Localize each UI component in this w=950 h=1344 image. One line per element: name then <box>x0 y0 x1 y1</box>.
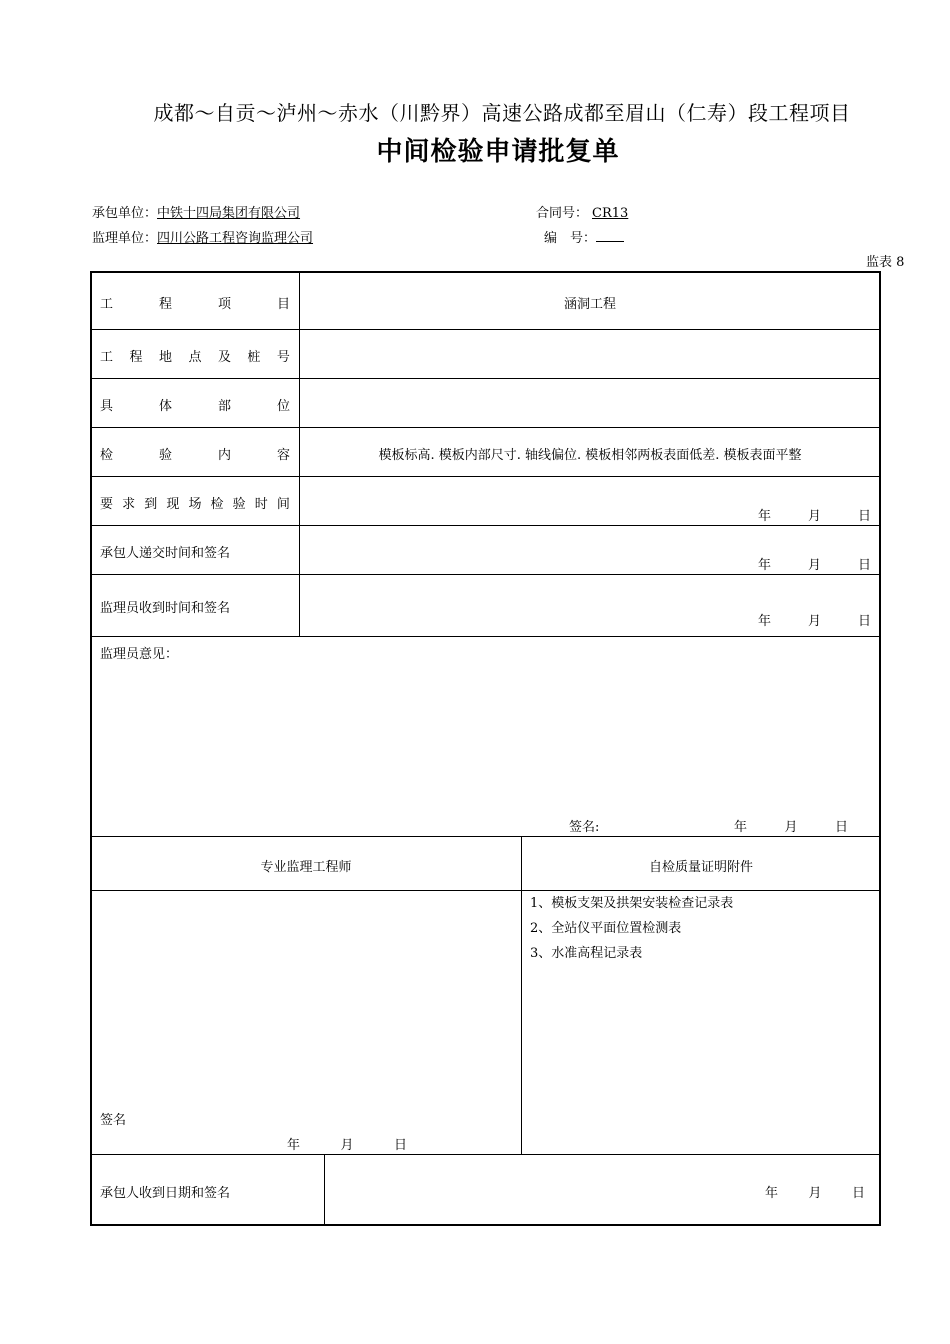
supervisor-value: 四川公路工程咨询监理公司 <box>157 231 314 246</box>
row-divider <box>91 476 880 477</box>
part-label <box>100 395 290 414</box>
month-label: 月 <box>808 1186 822 1201</box>
engineer-date <box>287 1134 407 1153</box>
contract-no-value: CR13 <box>592 206 629 221</box>
label-char: 检 <box>210 497 224 512</box>
received-label: 监理员收到时间和签名 <box>100 601 231 616</box>
day-label: 日 <box>851 1186 865 1201</box>
opinion-sign-label: 签名: <box>569 820 600 835</box>
label-char: 地 <box>158 350 172 365</box>
label-char: 内 <box>217 448 231 463</box>
submit-date <box>758 554 871 573</box>
label-char: 验 <box>158 448 172 463</box>
project-item-label <box>100 293 290 312</box>
row-divider <box>91 890 880 891</box>
contract-no-label: 合同号： <box>536 206 589 221</box>
project-title: 成都～自贡～泸州～赤水（川黔界）高速公路成都至眉山（仁寿）段工程项目 <box>153 101 851 125</box>
label-char: 求 <box>122 497 136 512</box>
year-label: 年 <box>765 1186 779 1201</box>
supervisor-label: 监理单位： <box>92 231 158 246</box>
day-label: 日 <box>393 1138 407 1153</box>
form-title: 中间检验申请批复单 <box>376 137 620 167</box>
label-char: 体 <box>158 399 172 414</box>
year-label: 年 <box>758 509 772 524</box>
label-char: 目 <box>276 297 290 312</box>
contract-no-info <box>536 202 632 221</box>
day-label: 日 <box>857 558 871 573</box>
contractor-receive-date <box>765 1182 865 1201</box>
label-char: 时 <box>254 497 268 512</box>
contractor-value: 中铁十四局集团有限公司 <box>157 206 301 221</box>
content-value: 模板标高. 模板内部尺寸. 轴线偏位. 模板相邻两板表面低差. 模板表面平整 <box>378 448 802 463</box>
label-char: 点 <box>188 350 202 365</box>
year-label: 年 <box>758 558 772 573</box>
label-char: 项 <box>217 297 231 312</box>
row-divider <box>91 378 880 379</box>
attachment-item: 1、模板支架及拱架安装检查记录表 <box>530 896 734 911</box>
label-char: 程 <box>129 350 143 365</box>
label-char: 位 <box>276 399 290 414</box>
month-label: 月 <box>807 614 821 629</box>
row-divider <box>91 574 880 575</box>
row-divider <box>91 1154 880 1155</box>
contractor-info <box>92 202 300 221</box>
label-char: 及 <box>217 350 231 365</box>
attachment-item: 3、水准高程记录表 <box>530 946 643 961</box>
year-label: 年 <box>287 1138 301 1153</box>
label-char: 场 <box>188 497 202 512</box>
month-label: 月 <box>807 558 821 573</box>
location-label <box>100 346 290 365</box>
label-char: 要 <box>100 497 114 512</box>
col-divider <box>521 836 522 1154</box>
approval-table <box>90 271 881 1226</box>
content-label <box>100 444 290 463</box>
contractor-receive-label: 承包人收到日期和签名 <box>100 1186 231 1201</box>
label-char: 验 <box>232 497 246 512</box>
inspection-time-date <box>758 505 871 524</box>
attachments-list <box>530 891 733 966</box>
attachments-header: 自检质量证明附件 <box>648 860 753 875</box>
form-code: 监表 8 <box>866 255 905 270</box>
row-divider <box>91 636 880 637</box>
year-label: 年 <box>734 820 748 835</box>
label-char: 到 <box>144 497 158 512</box>
attachment-item: 2、全站仪平面位置检测表 <box>530 921 682 936</box>
day-label: 日 <box>857 509 871 524</box>
day-label: 日 <box>834 820 848 835</box>
label-char: 间 <box>276 497 290 512</box>
label-char: 现 <box>166 497 180 512</box>
day-label: 日 <box>857 614 871 629</box>
row-divider <box>91 525 880 526</box>
label-char: 桩 <box>247 350 261 365</box>
label-char: 工 <box>100 350 114 365</box>
label-char: 号 <box>276 350 290 365</box>
month-label: 月 <box>784 820 798 835</box>
received-date <box>758 610 871 629</box>
supervisor-info <box>92 227 313 246</box>
label-char: 程 <box>158 297 172 312</box>
label-char: 工 <box>100 297 114 312</box>
engineer-sign-label: 签名 <box>100 1113 127 1128</box>
serial-no-info <box>544 227 624 246</box>
label-char: 部 <box>217 399 231 414</box>
row-divider <box>91 836 880 837</box>
serial-no-label: 编 号： <box>544 231 597 246</box>
contractor-label: 承包单位： <box>92 206 158 221</box>
label-char: 容 <box>276 448 290 463</box>
month-label: 月 <box>340 1138 354 1153</box>
row-divider <box>91 329 880 330</box>
submit-label: 承包人递交时间和签名 <box>100 546 231 561</box>
opinion-label: 监理员意见： <box>100 647 179 662</box>
project-item-value: 涵洞工程 <box>563 297 616 312</box>
inspection-time-label <box>100 493 290 512</box>
serial-no-blank <box>596 228 624 242</box>
row-divider <box>91 427 880 428</box>
engineer-header: 专业监理工程师 <box>260 860 352 875</box>
opinion-date <box>734 816 848 835</box>
label-char: 具 <box>100 399 114 414</box>
year-label: 年 <box>758 614 772 629</box>
label-char: 检 <box>100 448 114 463</box>
col-divider <box>324 1154 325 1224</box>
month-label: 月 <box>807 509 821 524</box>
